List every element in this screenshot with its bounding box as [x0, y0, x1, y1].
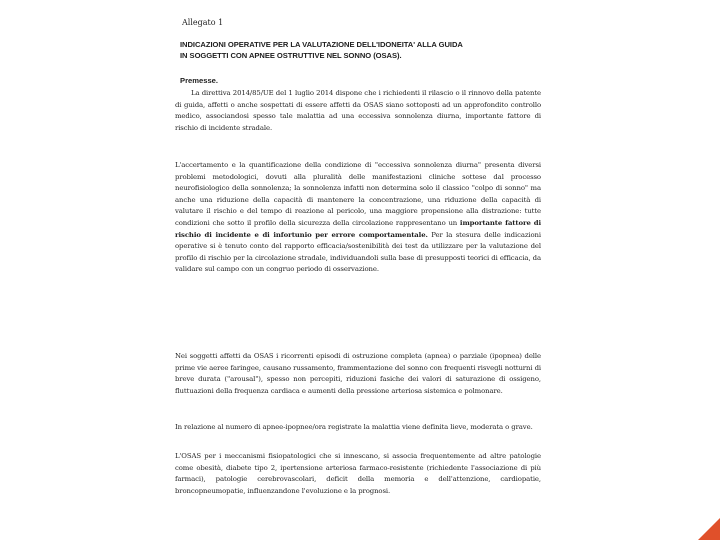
title-line-2: IN SOGGETTI CON APNEE OSTRUTTIVE NEL SONNO (OSAS). [180, 51, 402, 60]
paragraph-assessment-emphasis: importante fattore di rischio di incidente e di infortunio per errore comportamentale. [175, 218, 541, 239]
paragraph-assessment-body: presenta diversi problemi metodologici, dovuti alla pluralità delle manifestazioni cliniche sottese dal processo neurofisiologico della sonnolenza; la sonnolenza infatti non determina solo il classico "colpo di sonno" ma anche una riduzione della capacità di mantenere la concentrazione, una riduzione della capacità di valutare il rischio e del tempo di reazione al pericolo, una maggiore propensione alla distrazione: tutte condizioni che sotto il profilo della sicurezza della circolazione rappresentano un [175, 161, 542, 227]
paragraph-assessment-tail: Per la stesura delle indicazioni operative si è tenuto conto del rapporto efficacia/sostenibilità dei test da utilizzare per la valutazione del profilo di rischio per la circolazione stradale, individuandoli sulla base di presupposti teorici di efficacia, da validare sul campo con un congruo periodo di osservazione. [175, 230, 541, 274]
paragraph-assessment [175, 160, 541, 276]
paragraph-osas-episodes: Nei soggetti affetti da OSAS i ricorrenti episodi di ostruzione completa (apnea) o parziale (ipopnea) delle prime vie aeree faringee, causano russamento, frammentazione del sonno con frequenti risvegli notturni di breve durata ("arousal"), spesso non percepiti, riduzioni fasiche dei valori di saturazione di ossigeno, fluttuazioni della frequenza cardiaca e aumenti della pressione arteriosa sistemica e polmonare. [175, 352, 541, 395]
scanned-document [172, 18, 546, 510]
paragraph-comorbidities: L'OSAS per i meccanismi fisiopatologici che si innescano, si associa frequentemente ad altre patologie come obesità, diabete tipo 2, ipertensione arteriosa farmaco-resistente (richiedente l'associazione di più farmaci), patologie cerebrovascolari, deficit della memoria e dell'attenzione, cardiopatie, broncopneumopatie, influenzandone l'evoluzione e la prognosi. [175, 452, 541, 495]
title-line-1: INDICAZIONI OPERATIVE PER LA VALUTAZIONE DELL'IDONEITA' ALLA GUIDA [180, 40, 463, 49]
paragraph-directive: La direttiva 2014/85/UE del 1 luglio 2014 dispone che i richiedenti il rilascio o il rinnovo della patente di guida, affetti o anche sospettati di essere affetti da OSAS siano sottoposti ad un approfondito controllo medico, associandosi spesso tale malattia ad una eccessiva sonnolenza diurna, importante fattore di rischio di incidente stradale. [175, 89, 541, 132]
section-heading-premesse: Premesse. [180, 76, 218, 85]
document-title [180, 39, 540, 61]
corner-accent [698, 518, 720, 540]
paragraph-assessment-lead: L'accertamento e la quantificazione della condizione di "eccessiva sonnolenza diurna" [175, 161, 481, 169]
attachment-label: Allegato 1 [182, 18, 224, 27]
paragraph-severity: In relazione al numero di apnee-ipopnee/ora registrate la malattia viene definita lieve, moderata o grave. [175, 423, 533, 431]
